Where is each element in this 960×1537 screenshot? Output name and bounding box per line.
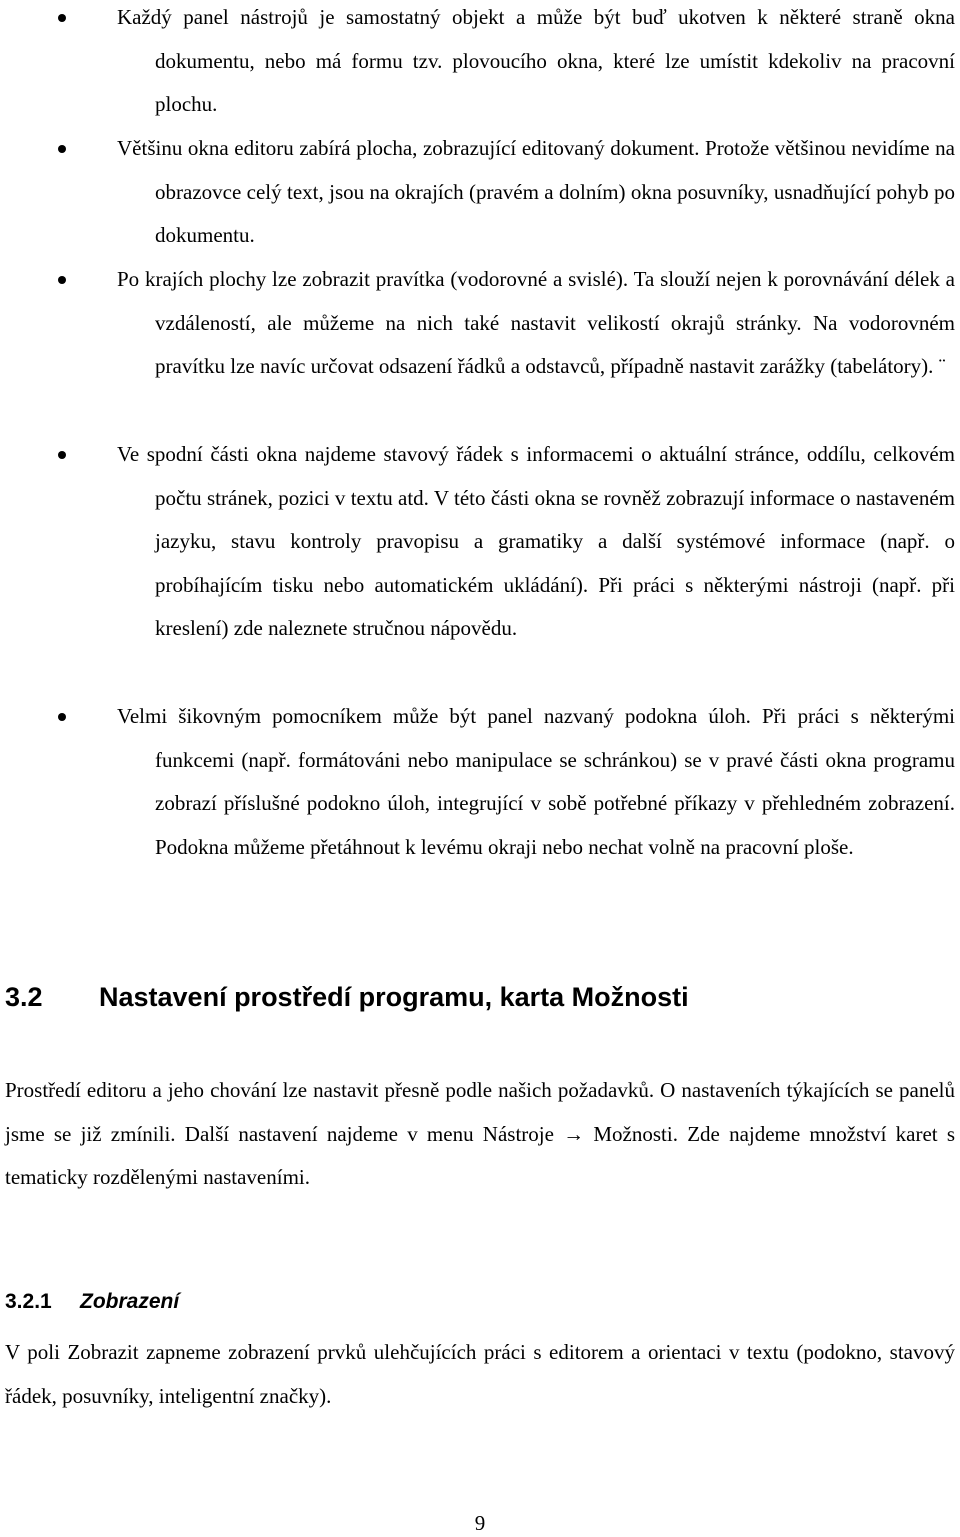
bullet-icon	[58, 276, 66, 284]
subsection-number: 3.2.1	[5, 1290, 52, 1313]
list-item-text: Ve spodní části okna najdeme stavový řádek s informacemi o aktuální stránce, oddílu, celkovém počtu stránek, pozici v textu atd. V této části okna se rovněž zobrazují informace o nastaveném jazyku, stavu kontroly pravopisu a gramatiky a další systémové informace (např. o probíhajícím tisku nebo automatickém ukládání). Při práci s některými nástroji (např. při kreslení) zde naleznete stručnou nápovědu.	[117, 442, 955, 640]
bullet-icon	[58, 145, 66, 153]
page-number: 9	[474, 1511, 486, 1535]
bullet-icon	[58, 14, 66, 22]
section-title: Nastavení prostředí programu, karta Možnosti	[99, 982, 689, 1012]
bullet-icon	[58, 713, 66, 721]
list-item-text: Po krajích plochy lze zobrazit pravítka (vodorovné a svislé). Ta slouží nejen k porovnávání délek a vzdáleností, ale můžeme na nich také nastavit velikostí okrajů stránky. Na vodorovném pravítku lze navíc určovat odsazení řádků a odstavců, případně nastavit zarážky (tabelátory). ¨	[117, 267, 955, 378]
list-item-text: Každý panel nástrojů je samostatný objekt a může být buď ukotven k některé straně okna dokumentu, nebo má formu tzv. plovoucího okna, které lze umístit kdekoliv na pracovní plochu.	[117, 5, 955, 116]
list-item-text: Většinu okna editoru zabírá plocha, zobrazující editovaný dokument. Protože většinou nevidíme na obrazovce celý text, jsou na okrajích (pravém a dolním) okna posuvníky, usnadňující pohyb po dokumentu.	[117, 136, 955, 247]
section-heading	[5, 982, 689, 1013]
bullet-icon	[58, 451, 66, 459]
list-item-text: Velmi šikovným pomocníkem může být panel nazvaný podokna úloh. Při práci s některými funkcemi (např. formátováni nebo manipulace se schránkou) se v pravé části okna programu zobrazí příslušné podokno úloh, integrující v sobě potřebné příkazy v přehledném zobrazení. Podokna můžeme přetáhnout k levému okraji nebo nechat volně na pracovní ploše.	[117, 704, 955, 859]
section-number: 3.2	[5, 982, 43, 1012]
subsection-paragraph: V poli Zobrazit zapneme zobrazení prvků ulehčujících práci s editorem a orientaci v textu (podokno, stavový řádek, posuvníky, inteligentní značky).	[5, 1340, 955, 1408]
section-paragraph: Prostředí editoru a jeho chování lze nastavit přesně podle našich požadavků. O nastaveních týkajících se panelů jsme se již zmínili. Další nastavení najdeme v menu Nástroje → Možnosti. Zde najdeme množství karet s tematicky rozdělenými nastaveními.	[5, 1078, 955, 1189]
subsection-title: Zobrazení	[80, 1290, 180, 1313]
subsection-heading	[5, 1290, 179, 1314]
